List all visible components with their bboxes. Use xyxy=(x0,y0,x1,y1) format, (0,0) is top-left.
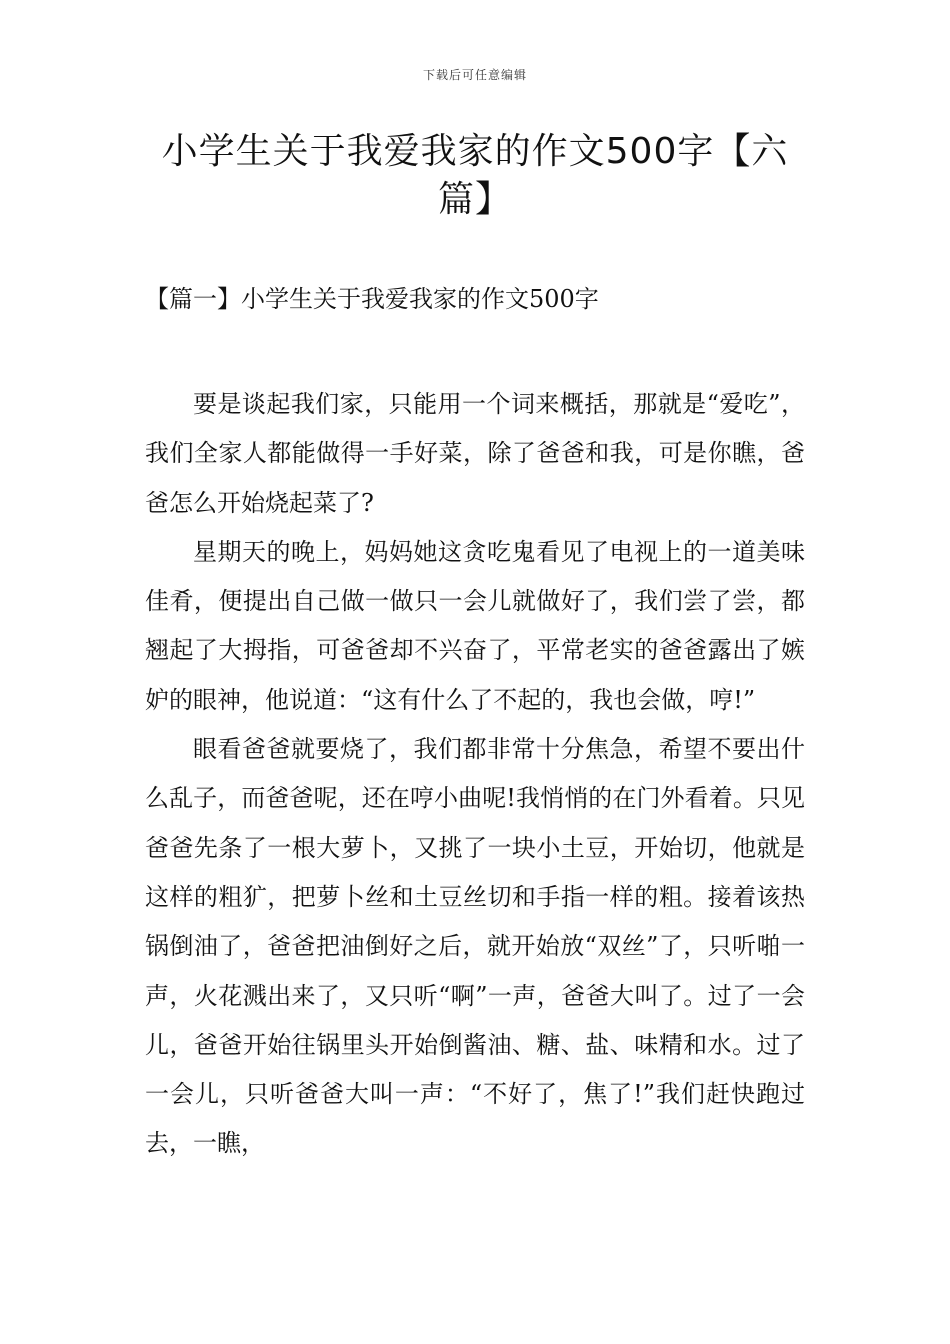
paragraph: 星期天的晚上，妈妈她这贪吃鬼看见了电视上的一道美味佳肴，便提出自己做一做只一会儿就做好了，我们尝了尝，都翘起了大拇指，可爸爸却不兴奋了，平常老实的爸爸露出了嫉妒的眼神，他说道：“这有什么了不起的，我也会做，哼!” xyxy=(145,537,805,714)
section-heading: 【篇一】小学生关于我爱我家的作文500字 xyxy=(145,285,599,313)
header-note: 下载后可任意编辑 xyxy=(422,68,527,82)
essay-body xyxy=(145,380,805,1169)
paragraph: 眼看爸爸就要烧了，我们都非常十分焦急，希望不要出什么乱子，而爸爸呢，还在哼小曲呢!我悄悄的在门外看着。只见爸爸先条了一根大萝卜，又挑了一块小土豆，开始切，他就是这样的粗犷，把萝卜丝和土豆丝切和手指一样的粗。接着该热锅倒油了，爸爸把油倒好之后，就开始放“双丝”了，只听啪一声，火花溅出来了，又只听“啊”一声，爸爸大叫了。过了一会儿，爸爸开始往锅里头开始倒酱油、糖、盐、味精和水。过了一会儿，只听爸爸大叫一声：“不好了，焦了!”我们赶快跑过去，一瞧， xyxy=(145,735,805,1158)
document-title: 小学生关于我爱我家的作文500字【六篇】 xyxy=(161,131,789,220)
paragraph: 要是谈起我们家，只能用一个词来概括，那就是“爱吃”，我们全家人都能做得一手好菜，除了爸爸和我，可是你瞧，爸爸怎么开始烧起菜了? xyxy=(145,390,805,517)
